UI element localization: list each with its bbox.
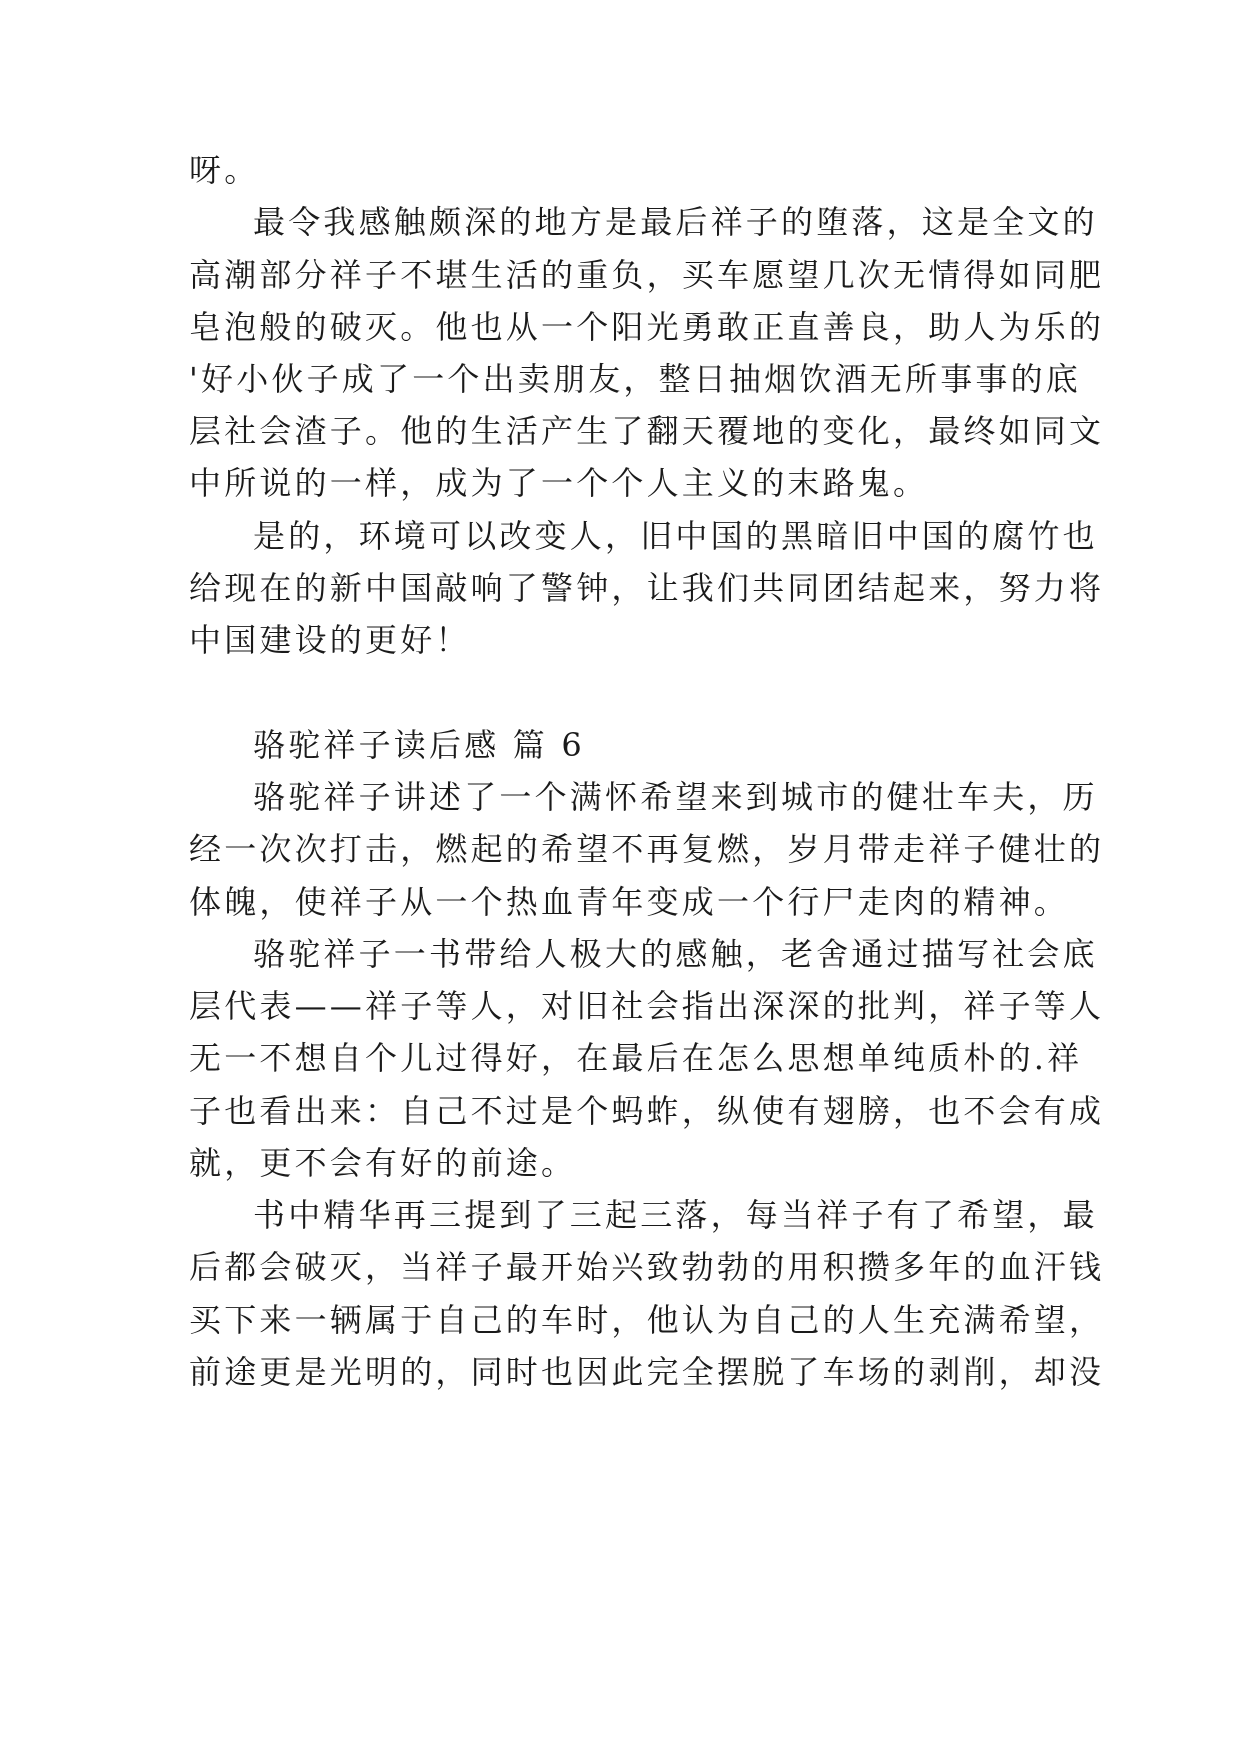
text-line: 呀。 (189, 151, 260, 189)
text-line: 层社会渣子。他的生活产生了翻天覆地的变化，最终如同文 (189, 412, 1105, 450)
paragraph-first-line: 骆驼祥子讲述了一个满怀希望来到城市的健壮车夫，历 (253, 778, 1098, 816)
text-line: '好小伙子成了一个出卖朋友，整日抽烟饮酒无所事事的底 (189, 360, 1081, 398)
text-line: 中国建设的更好！ (189, 621, 471, 659)
text-line: 无一不想自个儿过得好，在最后在怎么思想单纯质朴的.祥 (189, 1039, 1083, 1077)
text-line: 高潮部分祥子不堪生活的重负，买车愿望几次无情得如同肥 (189, 256, 1105, 294)
text-line: 皂泡般的破灭。他也从一个阳光勇敢正直善良，助人为乐的 (189, 308, 1105, 346)
text-line: 就，更不会有好的前途。 (189, 1144, 577, 1182)
paragraph-first-line: 书中精华再三提到了三起三落，每当祥子有了希望，最 (253, 1196, 1098, 1234)
paragraph-first-line: 骆驼祥子一书带给人极大的感触，老舍通过描写社会底 (253, 935, 1098, 973)
text-line: 层代表——祥子等人，对旧社会指出深深的批判，祥子等人 (189, 987, 1105, 1025)
text-line: 体魄，使祥子从一个热血青年变成一个行尸走肉的精神。 (189, 883, 1070, 921)
text-line: 后都会破灭，当祥子最开始兴致勃勃的用积攒多年的血汗钱 (189, 1248, 1105, 1286)
text-line: 前途更是光明的，同时也因此完全摆脱了车场的剥削，却没 (189, 1353, 1105, 1391)
paragraph-first-line: 是的，环境可以改变人，旧中国的黑暗旧中国的腐竹也 (253, 517, 1098, 555)
paragraph-first-line: 最令我感触颇深的地方是最后祥子的堕落，这是全文的 (253, 203, 1098, 241)
text-line: 子也看出来：自己不过是个蚂蚱，纵使有翅膀，也不会有成 (189, 1092, 1105, 1130)
text-line: 中所说的一样，成为了一个个人主义的末路鬼。 (189, 464, 929, 502)
text-line: 给现在的新中国敲响了警钟，让我们共同团结起来，努力将 (189, 569, 1105, 607)
section-heading: 骆驼祥子读后感 篇 6 (253, 726, 585, 764)
text-line: 经一次次打击，燃起的希望不再复燃，岁月带走祥子健壮的 (189, 830, 1105, 868)
text-line: 买下来一辆属于自己的车时，他认为自己的人生充满希望， (189, 1301, 1105, 1339)
